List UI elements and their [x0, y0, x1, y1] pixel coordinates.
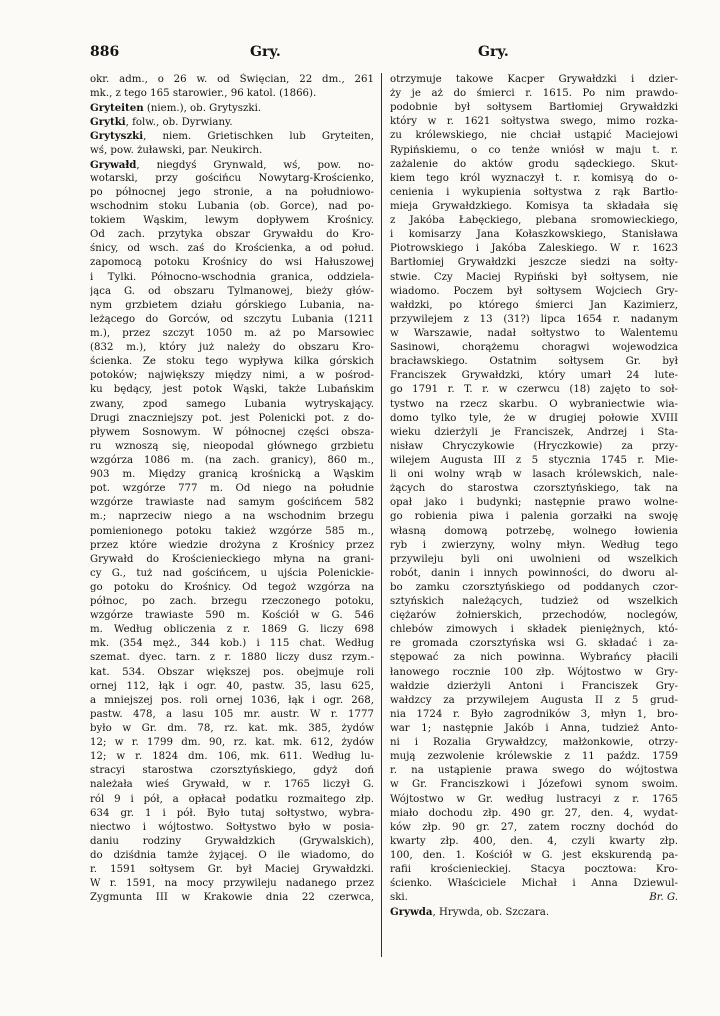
line-text: żących do starostwa czorsztyńskiego, tak na: [390, 483, 678, 495]
text-line: [90, 891, 374, 905]
line-text: Piotrowskiego i Jakóba Zaleskiego. W r. 1623: [390, 243, 678, 255]
line-text: wałdzcy za przywilejem Augusta II z 5 grud-: [390, 694, 678, 706]
line-text: domo tylko tyle, że w drugiej połowie XVIII: [390, 412, 678, 424]
text-line: [390, 793, 678, 807]
line-text: ciężarów żołnierskich, przechodów, noclegów,: [390, 610, 678, 622]
text-line: [390, 764, 678, 778]
line-text: łanowego rocznie 100 złp. Wójtostwo w Gry-: [390, 666, 678, 678]
line-text: Bartłomiej Grywałdzki jeszcze siedzi na sołty-: [390, 257, 678, 269]
text-line: [90, 623, 374, 637]
line-text: Franciszek Grywałdzki, który umarł 24 lute-: [390, 370, 678, 382]
text-line: [90, 242, 374, 256]
line-text: leżącego do Gorców, od szczytu Lubania (1211: [90, 313, 374, 325]
line-text: kat. 534. Obszar większej pos. obejmuje roli: [90, 666, 374, 678]
text-line: [90, 708, 374, 722]
line-text: , niegdyś Grynwald, wś, pow. no-: [136, 159, 374, 171]
text-line: [390, 736, 678, 750]
line-text: , niem. Grietischken lub Gryteiten,: [143, 131, 374, 143]
text-line: [90, 115, 374, 129]
text-line: [390, 468, 678, 482]
text-line: [90, 553, 374, 567]
text-line: [390, 398, 678, 412]
text-line: [390, 666, 678, 680]
line-text: potoków; największy między nimi, a w pośrod-: [90, 370, 374, 382]
text-line: [390, 426, 678, 440]
text-line: [90, 764, 374, 778]
line-text: należała wieś Grywałd, w r. 1765 liczył G.: [90, 779, 374, 791]
text-line: [90, 609, 374, 623]
running-head-left: Gry.: [250, 44, 281, 60]
line-text: przywileju byli oni uwolnieni od wszelkich: [390, 553, 678, 565]
line-text: po północnej jego stronie, a na południowo-: [90, 186, 374, 198]
text-line: [90, 412, 374, 426]
text-line: [390, 750, 678, 764]
text-line: [390, 454, 678, 468]
line-text: war 1; następnie Jakób i Anna, tudzież Anto-: [390, 723, 678, 735]
text-line: [390, 849, 678, 863]
line-text: nia 1724 r. Było zagrodników 3, młyn 1, bro-: [390, 708, 678, 720]
line-text: bo zamku czorsztyńskiego od poddanych czor-: [390, 581, 678, 593]
line-text: Drugi znaczniejszy pot. jest Polenicki pot. z do-: [90, 412, 374, 424]
text-line: [90, 595, 374, 609]
line-text: ski.: [390, 892, 408, 904]
text-line: [90, 496, 374, 510]
page-header: [0, 44, 720, 66]
text-line: [90, 299, 374, 313]
line-text: nisław Chryczykowie (Hryczkowie) za przy-: [390, 440, 678, 452]
text-line: [390, 651, 678, 665]
text-line: [90, 694, 374, 708]
text-line: [90, 680, 374, 694]
line-text: nym grzbietem działu górskiego Lubania, na-: [90, 299, 374, 311]
text-line: [90, 849, 374, 863]
line-text: wzgórze trawiaste 590 m. Kościół w G. 546: [90, 610, 374, 622]
text-line: [390, 595, 678, 609]
line-text: li oni wolny wrąb w lasach królewskich, nale-: [390, 469, 678, 481]
entry-headword: Grywałd: [90, 158, 137, 171]
line-text: (niem.), ob. Grytyszki.: [143, 103, 262, 115]
line-text: ru wznoszą się, nieopodal głównego grzbietu: [90, 440, 374, 452]
line-text: mk., z tego 165 starowier., 96 katol. (1866).: [90, 88, 317, 100]
entry-headword: Gryteiten: [90, 102, 144, 115]
line-text: daniu rodziny Grywałdzkich (Grywalskich),: [90, 835, 374, 847]
text-line: [390, 242, 678, 256]
line-text: wałdzki, po którego śmierci Jan Kazimierz,: [390, 299, 678, 311]
line-text: ryb i zwierzyny, wolny młyn. Według tego: [390, 539, 678, 551]
line-text: r. na ustąpienie prawa swego do wójtostwa: [390, 765, 678, 777]
line-text: m.; naprzeciw niego a na wschodnim brzegu: [90, 511, 374, 523]
text-line: [390, 567, 678, 581]
text-line: [90, 285, 374, 299]
line-text: zu królewskiego, nie chciał ustąpić Maciejowi: [390, 130, 678, 142]
line-text: 12; w r. 1824 dm. 106, mk. 611. Według lu-: [90, 751, 374, 763]
text-line: [390, 271, 678, 285]
line-text: pastw. 478, a lasu 105 mr. austr. W r. 1777: [90, 708, 374, 720]
text-line: [390, 383, 678, 397]
line-text: pomienionego potoku takież wzgórze 585 m.,: [90, 525, 374, 537]
line-text: re gromada czorsztyńska wsi G. składać i za-: [390, 638, 678, 650]
line-text: cy G., tuż nad gościńcem, u ujścia Polenickie-: [90, 567, 374, 579]
author-signature: Br. G.: [649, 892, 678, 904]
line-text: wś, pow. żuławski, par. Neukirch.: [90, 144, 263, 156]
line-text: własną domową potrzebę, wolnego łowienia: [390, 525, 678, 537]
line-text: pływem Sosnowym. W północnej części obsza-: [90, 426, 374, 438]
right-text-column: [390, 73, 678, 920]
text-line: [390, 835, 678, 849]
line-text: wałdzie dzierżyli Antoni i Franciszek Gry-: [390, 680, 678, 692]
line-text: wschodnim stoku Lubania (ob. Gorce), nad po-: [90, 200, 374, 212]
line-text: niectwo i wójtostwo. Sołtystwo było w posia-: [90, 821, 374, 833]
text-line: [390, 144, 678, 158]
line-text: pot. wzgórze 777 m. Od niego na południe: [90, 483, 374, 495]
column-divider: [381, 73, 382, 957]
text-line: [90, 863, 374, 877]
line-text: ku będący, jest potok Wąski, także Lubańskim: [90, 384, 374, 396]
text-line: [90, 835, 374, 849]
line-text: 100, den. 1. Kościół w G. jest ekskurendą pa-: [390, 850, 678, 862]
text-line: [90, 426, 374, 440]
left-text-column: [90, 73, 374, 905]
line-text: kwarty złp. 400, den. 4, czyli kwarty złp.: [390, 835, 678, 847]
line-text: wzgórze trawiaste nad samym gościńcem 582: [90, 497, 374, 509]
text-line: [90, 510, 374, 524]
text-line: [390, 369, 678, 383]
text-line: [90, 186, 374, 200]
text-line: [390, 256, 678, 270]
line-text: miało dochodu złp. 490 gr. 27, den. 4, wydat-: [390, 807, 678, 819]
line-text: Rypińskiemu, o co tenże wniósł w maju t. r.: [390, 144, 678, 156]
line-text: wiadomo. Poczem był sołtysem Wojciech Gry-: [390, 285, 678, 297]
text-line: [90, 129, 374, 143]
line-text: północ, po zach. brzegu rzeczonego potoku,: [90, 596, 374, 608]
line-text: 12; w r. 1799 dm. 90, rz. kat. mk. 612, żydów: [90, 737, 374, 749]
line-text: w Gr. Franciszkowi i Józefowi synom swoim.: [390, 779, 678, 791]
text-line: [90, 214, 374, 228]
text-line: [90, 736, 374, 750]
text-line: [390, 172, 678, 186]
line-text: sztyńskich należących, tudzież od wszelkich: [390, 596, 678, 608]
text-line: [90, 200, 374, 214]
line-text: otrzymuje takowe Kacper Grywałdzki i dzier-: [390, 74, 678, 85]
text-line: [390, 708, 678, 722]
line-text: W r. 1591, na mocy przywileju nadanego przez: [90, 878, 374, 890]
line-text: wieku dzierżyli je Franciszek, Andrzej i Sta-: [390, 426, 678, 438]
text-line: [390, 581, 678, 595]
text-line: [390, 539, 678, 553]
line-text: Zygmunta III w Krakowie dnia 22 czerwca,: [90, 892, 374, 904]
line-text: ków złp. 90 gr. 27, zatem roczny dochód do: [390, 821, 678, 833]
text-line: [390, 496, 678, 510]
text-line: [390, 313, 678, 327]
text-line: [390, 87, 678, 101]
line-text: (832 m.), który już należy do obszaru Kro-: [90, 342, 374, 354]
line-text: stępować za nich powinna. Wybrańcy płacili: [390, 652, 678, 664]
line-text: szemat. dyec. tarn. z r. 1880 liczy dusz rzym.-: [90, 652, 374, 664]
line-text: go potoku do Krośnicy. Od tegoż wzgórza na: [90, 581, 374, 593]
line-text: który w r. 1621 sołtystwa swego, mimo rozka-: [390, 116, 678, 128]
text-line: [90, 144, 374, 158]
line-text: było w Gr. dm. 78, rz. kat. mk. 385, żydów: [90, 723, 374, 735]
text-line: [390, 129, 678, 143]
line-text: śnicy, od wsch. zaś do Krościenka, a od połud.: [90, 243, 374, 255]
text-line: [90, 87, 374, 101]
text-line: [390, 694, 678, 708]
line-text: zwany, zpod samego Lubania wytryskający.: [90, 398, 374, 410]
text-line: [390, 412, 678, 426]
line-text: Wójtostwo w Gr. według lustracyi z r. 1765: [390, 793, 678, 805]
text-line: [390, 285, 678, 299]
text-line: [90, 651, 374, 665]
text-line: [90, 313, 374, 327]
text-line: [90, 581, 374, 595]
line-text: r. 1591 sołtysem Gr. był Maciej Grywałdzki.: [90, 864, 374, 876]
text-line: [90, 468, 374, 482]
text-line: [90, 398, 374, 412]
page-number: 886: [90, 44, 120, 60]
text-line: [90, 539, 374, 553]
line-text: bracławskiego. Ostatnim sołtysem Gr. był: [390, 356, 678, 368]
text-line: [390, 525, 678, 539]
text-line: [390, 905, 678, 919]
text-line: [90, 778, 374, 792]
line-text: mują zezwolenie królewskie z 11 paźdz. 1759: [390, 751, 678, 763]
line-text: 903 m. Między granicą krośnicką a Wąskim: [90, 469, 374, 481]
text-line: [90, 440, 374, 454]
line-text: ról 9 i pół, a opłacał podatku rozmaitego złp.: [90, 793, 374, 805]
line-text: Od zach. przytyka obszar Grywałdu do Kro-: [90, 229, 374, 241]
text-line: [90, 454, 374, 468]
text-line: [390, 680, 678, 694]
text-line: [390, 778, 678, 792]
text-line: [390, 299, 678, 313]
text-line: [90, 158, 374, 172]
text-line: [390, 891, 678, 905]
line-text: zażalenie do aktów grodu sądeckiego. Skut-: [390, 158, 678, 170]
text-line: [90, 256, 374, 270]
line-text: 634 gr. 1 i pół. Było tutaj sołtystwo, wybra-: [90, 807, 374, 819]
line-text: ni i Rozalia Grywałdzcy, małżonkowie, otrzy-: [390, 737, 678, 749]
text-line: [390, 553, 678, 567]
line-text: ży je aż do śmierci r. 1615. Po nim prawdo-: [390, 88, 678, 100]
text-line: [390, 807, 678, 821]
line-text: stwie. Czy Maciej Rypiński był sołtysem, nie: [390, 271, 678, 283]
text-line: [390, 863, 678, 877]
text-line: [90, 525, 374, 539]
text-line: [90, 355, 374, 369]
line-text: Grywałd do Krościenieckiego młyna na grani-: [90, 553, 374, 565]
line-text: i komisarzy Jana Kołaszkowskiego, Stanisława: [390, 229, 678, 241]
text-line: [390, 200, 678, 214]
text-line: [90, 341, 374, 355]
text-line: [390, 609, 678, 623]
text-line: [90, 750, 374, 764]
line-text: m. Według obliczenia z r. 1869 G. liczy 698: [90, 624, 374, 636]
text-line: [90, 793, 374, 807]
line-text: przywilejem z 13 (31?) lipca 1654 r. nadanym: [390, 313, 678, 325]
line-text: a mniejszej pos. roli ornej 1036, łąk i ogr. 268,: [90, 694, 374, 706]
line-text: go robienia piwa i palenia gorzałki na swoję: [390, 511, 678, 523]
text-line: [390, 115, 678, 129]
text-line: [90, 172, 374, 186]
line-text: robót, danin i innych powinności, do dworu al-: [390, 567, 678, 579]
line-text: tokiem Wąskim, lewym dopływem Krośnicy.: [90, 215, 374, 227]
line-text: ornej 112, łąk i ogr. 40, pastw. 35, lasu 625,: [90, 680, 374, 692]
running-head-right: Gry.: [478, 44, 509, 60]
line-text: mk. (354 męż., 344 kob.) i 115 chat. Według: [90, 638, 374, 650]
line-text: , folw., ob. Dyrwiany.: [125, 117, 233, 129]
text-line: [390, 341, 678, 355]
line-text: z Jakóba Łabęckiego, plebana sromowieckiego,: [390, 215, 678, 227]
text-line: [390, 637, 678, 651]
line-text: wotarski, przy gościńcu Nowytarg-Krościenko,: [90, 172, 374, 184]
text-line: [90, 369, 374, 383]
line-text: mieja Grywałdzkiego. Komisya ta składała się: [390, 200, 678, 212]
text-line: [390, 214, 678, 228]
entry-headword: Grytyszki: [90, 130, 144, 143]
text-line: [390, 877, 678, 891]
text-line: [390, 821, 678, 835]
line-text: i Tylki. Północno-wschodnia granica, oddziela-: [90, 271, 374, 283]
line-text: chlebów zimowych i składek pieniężnych, któ-: [390, 624, 678, 636]
text-line: [390, 510, 678, 524]
line-text: w Warszawie, nadał sołtystwo to Walentemu: [390, 327, 678, 339]
line-text: , Hrywda, ob. Szczara.: [432, 907, 550, 919]
text-line: [90, 637, 374, 651]
text-line: [90, 383, 374, 397]
text-line: [90, 228, 374, 242]
line-text: cenienia i wykupienia sołtystwa z rąk Bartło-: [390, 186, 678, 198]
text-line: [390, 482, 678, 496]
line-text: rafii krościenieckiej. Stacya pocztowa: Kro-: [390, 864, 678, 876]
line-text: wilejem Augusta III z 5 stycznia 1745 r. Mie-: [390, 454, 678, 466]
text-line: [90, 807, 374, 821]
line-text: ścienko. Właściciele Michał i Anna Dziewul-: [390, 878, 678, 890]
line-text: okr. adm., o 26 w. od Święcian, 22 dm., 261: [90, 74, 374, 85]
text-line: [390, 158, 678, 172]
line-text: go 1791 r. T. r. w czerwcu (18) zajęto to soł-: [390, 384, 678, 396]
text-line: [90, 101, 374, 115]
text-line: [390, 623, 678, 637]
line-text: jąca G. od obszaru Tylmanowej, bieży głów-: [90, 285, 374, 297]
line-text: przez które wiedzie drożyna z Krośnicy przez: [90, 539, 374, 551]
text-line: [390, 355, 678, 369]
text-line: [90, 567, 374, 581]
text-line: [90, 821, 374, 835]
entry-headword: Grywda: [390, 906, 433, 919]
line-text: do dziśdnia tamże żyjącej. O ile wiadomo, do: [90, 850, 374, 862]
text-line: [390, 73, 678, 87]
text-line: [390, 722, 678, 736]
text-line: [390, 327, 678, 341]
text-line: [390, 440, 678, 454]
line-text: m.), przez szczyt 1050 m. aż po Marsowiec: [90, 327, 374, 339]
text-line: [390, 228, 678, 242]
text-line: [90, 666, 374, 680]
text-line: [90, 722, 374, 736]
line-text: wzgórza 1086 m. (na zach. granicy), 860 m.,: [90, 454, 374, 466]
line-text: kiem tego król wyznaczył t. r. komisyą do o-: [390, 172, 678, 184]
line-text: tystwo na rzecz skarbu. O wybraniectwie wia-: [390, 398, 678, 410]
entry-headword: Grytki: [90, 116, 126, 129]
text-line: [90, 877, 374, 891]
line-text: zapomocą potoku Krośnicy do wsi Hałuszowej: [90, 257, 374, 269]
line-text: Sasinowi, chorążemu choragwi wojewodzica: [390, 342, 678, 354]
line-text: opał jako i budynki; następnie prawo wolne-: [390, 497, 678, 509]
text-line: [390, 101, 678, 115]
text-line: [90, 482, 374, 496]
line-text: stracyi starostwa czorsztyńskiego, gdyż doń: [90, 765, 374, 777]
text-line: [390, 186, 678, 200]
text-line: [90, 327, 374, 341]
text-line: [90, 271, 374, 285]
text-line: [90, 73, 374, 87]
line-text: ścienka. Ze stoku tego wypływa kilka górskich: [90, 356, 374, 368]
line-text: podobnie był sołtysem Bartłomiej Grywałdzki: [390, 102, 678, 114]
